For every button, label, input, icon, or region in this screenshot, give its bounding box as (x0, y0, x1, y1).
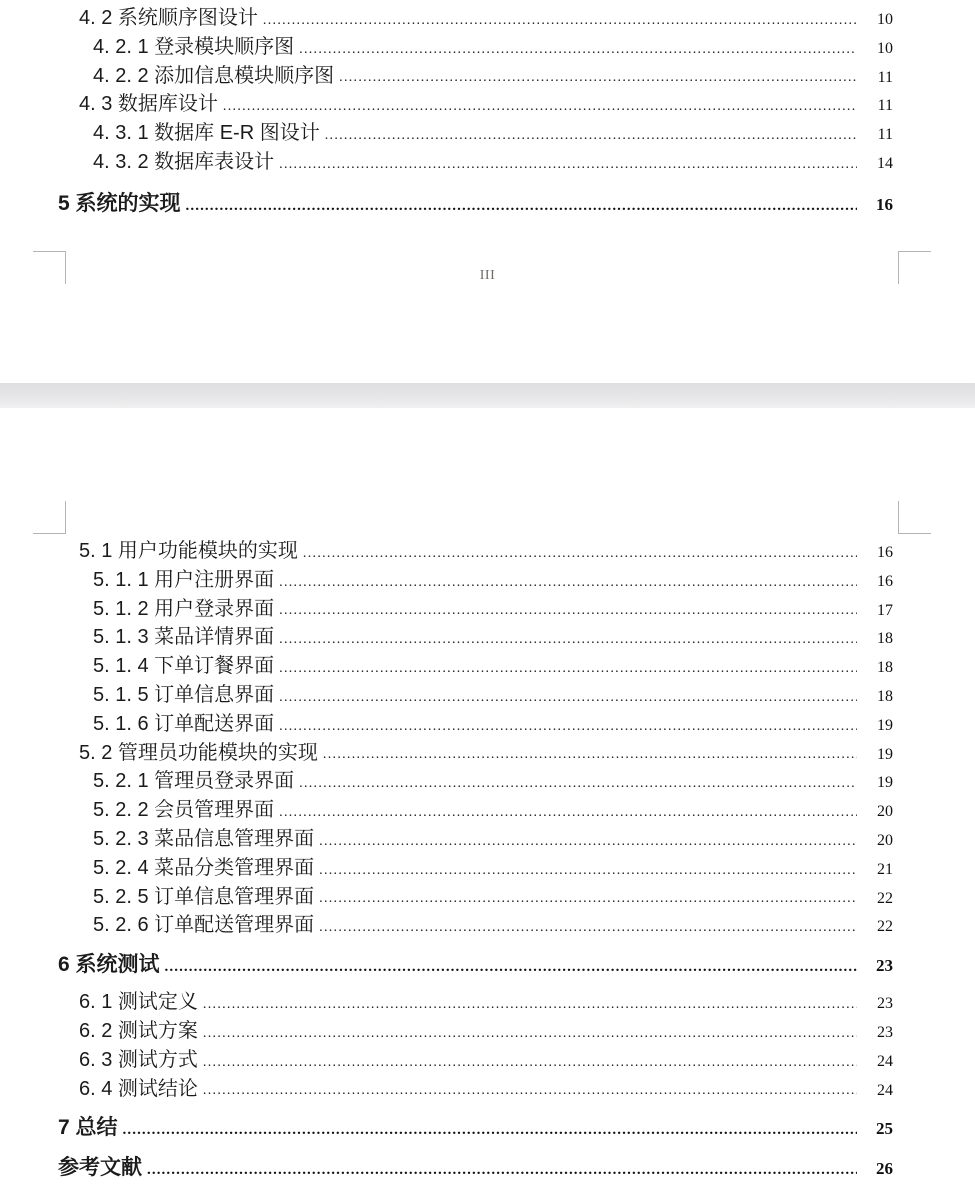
toc-entry-page: 11 (877, 68, 893, 86)
toc-entry-label: 4. 3. 2 数据库表设计 (93, 150, 275, 173)
toc-entry[interactable] (0, 681, 975, 710)
dot-leader (279, 710, 857, 739)
dot-leader (223, 90, 857, 119)
toc-entry-label: 6. 1 测试定义 (79, 991, 198, 1014)
dot-leader (325, 119, 857, 148)
toc-entry[interactable] (0, 1075, 975, 1104)
toc-entry-label: 4. 3. 1 数据库 E-R 图设计 (93, 122, 320, 145)
dot-leader (279, 566, 857, 595)
toc-entry[interactable] (0, 1017, 975, 1046)
toc-entry[interactable] (0, 4, 975, 33)
dot-leader (203, 1017, 857, 1046)
toc-entry-label: 6. 3 测试方式 (79, 1048, 198, 1071)
toc-entry-label: 7 总结 (58, 1116, 118, 1140)
toc-entry-page: 24 (877, 1081, 893, 1099)
toc-entry-label: 5. 1. 6 订单配送界面 (93, 712, 275, 735)
dot-leader (319, 883, 857, 912)
toc-entry-page: 18 (877, 687, 893, 705)
toc-entry-page: 18 (877, 659, 893, 677)
toc-entry-page: 16 (877, 544, 893, 561)
toc-entry[interactable] (0, 883, 975, 912)
toc-entry-page: 19 (877, 774, 893, 792)
toc-entry[interactable] (0, 1153, 975, 1183)
dot-leader (279, 623, 857, 652)
toc-entry[interactable] (0, 710, 975, 739)
toc-entry-label: 4. 2 系统顺序图设计 (79, 7, 258, 29)
toc-entry-page: 19 (877, 716, 893, 734)
toc-entry-page: 16 (876, 194, 893, 214)
toc-entry-page: 22 (877, 918, 893, 936)
toc-entry[interactable] (0, 950, 975, 980)
toc-entry-page: 20 (877, 803, 893, 821)
page-footer-roman-numeral: III (479, 268, 496, 283)
dot-leader (279, 652, 857, 681)
dot-leader (263, 4, 857, 33)
toc-entry-page: 23 (877, 1023, 893, 1041)
toc-entry-page: 23 (877, 995, 893, 1013)
dot-leader (147, 1153, 857, 1183)
toc-entry[interactable] (0, 911, 975, 940)
toc-entry-label: 6 系统测试 (58, 953, 160, 977)
toc-entry[interactable] (0, 566, 975, 595)
toc-entry[interactable] (0, 595, 975, 624)
dot-leader (323, 739, 857, 768)
toc-entry-label: 5. 2. 5 订单信息管理界面 (93, 885, 315, 908)
toc-entry-label: 6. 4 测试结论 (79, 1077, 198, 1100)
dot-leader (203, 1075, 857, 1104)
text-boundary-mark-bottom-right (898, 251, 931, 284)
dot-leader (203, 1046, 857, 1075)
dot-leader (123, 1113, 857, 1143)
toc-entry[interactable] (0, 652, 975, 681)
toc-entry-page: 20 (877, 831, 893, 849)
toc-entry[interactable] (0, 189, 975, 219)
toc-entry-page: 23 (876, 956, 893, 976)
toc-entry-label: 5. 1. 4 下单订餐界面 (93, 655, 275, 678)
toc-entry-page: 16 (877, 572, 893, 590)
dot-leader (299, 767, 857, 796)
dot-leader (303, 537, 857, 566)
toc-entry-page: 21 (877, 860, 893, 878)
toc-entry-label: 5. 2 管理员功能模块的实现 (79, 741, 318, 764)
toc-entry-label: 5. 2. 2 会员管理界面 (93, 799, 275, 822)
dot-leader (339, 62, 857, 91)
dot-leader (279, 796, 857, 825)
toc-entry[interactable] (0, 90, 975, 119)
toc-entry-page: 10 (877, 39, 893, 57)
text-boundary-mark-top-right (898, 501, 931, 534)
page1-toc (0, 4, 975, 219)
dot-leader (165, 950, 857, 980)
toc-entry[interactable] (0, 825, 975, 854)
toc-entry[interactable] (0, 623, 975, 652)
toc-entry-label: 5. 1. 1 用户注册界面 (93, 568, 275, 591)
toc-entry-page: 18 (877, 630, 893, 648)
toc-entry-label: 5. 2. 3 菜品信息管理界面 (93, 827, 315, 850)
toc-entry-label: 5. 1. 2 用户登录界面 (93, 597, 275, 620)
toc-entry-label: 5 系统的实现 (58, 191, 181, 215)
toc-entry[interactable] (0, 739, 975, 768)
toc-entry-page: 22 (877, 889, 893, 907)
toc-entry-page: 26 (876, 1159, 893, 1179)
toc-entry-page: 17 (877, 601, 893, 619)
document-page-2 (0, 408, 975, 1192)
toc-entry-label: 5. 2. 6 订单配送管理界面 (93, 914, 315, 937)
dot-leader (279, 681, 857, 710)
toc-entry[interactable] (0, 148, 975, 177)
dot-leader (203, 988, 857, 1017)
page-break-gap (0, 383, 975, 408)
toc-entry-label: 4. 3 数据库设计 (79, 93, 218, 116)
toc-entry[interactable] (0, 988, 975, 1017)
dot-leader (186, 189, 857, 219)
text-boundary-mark-bottom-left (33, 251, 66, 284)
toc-entry[interactable] (0, 537, 975, 566)
toc-entry[interactable] (0, 62, 975, 91)
toc-entry[interactable] (0, 854, 975, 883)
toc-entry[interactable] (0, 33, 975, 62)
dot-leader (279, 595, 857, 624)
page2-toc (0, 537, 975, 1191)
document-page-1 (0, 0, 975, 383)
toc-entry-page: 14 (877, 154, 893, 172)
dot-leader (299, 33, 857, 62)
toc-entry-label: 5. 2. 4 菜品分类管理界面 (93, 856, 315, 879)
text-boundary-mark-top-left (33, 501, 66, 534)
toc-entry[interactable] (0, 1113, 975, 1143)
toc-entry-page: 10 (877, 11, 893, 28)
dot-leader (319, 825, 857, 854)
toc-entry[interactable] (0, 767, 975, 796)
toc-entry-page: 24 (877, 1052, 893, 1070)
toc-entry-label: 6. 2 测试方案 (79, 1019, 198, 1042)
toc-entry-page: 11 (877, 97, 893, 115)
toc-entry-page: 25 (876, 1119, 893, 1139)
toc-entry[interactable] (0, 796, 975, 825)
toc-entry-label: 5. 2. 1 管理员登录界面 (93, 770, 295, 793)
toc-entry-label: 4. 2. 2 添加信息模块顺序图 (93, 64, 335, 87)
toc-entry[interactable] (0, 1046, 975, 1075)
toc-entry-label: 5. 1 用户功能模块的实现 (79, 540, 298, 562)
dot-leader (319, 911, 857, 940)
dot-leader (319, 854, 857, 883)
dot-leader (279, 148, 857, 177)
toc-entry-page: 19 (877, 745, 893, 763)
toc-entry-page: 11 (877, 126, 893, 144)
toc-entry-label: 4. 2. 1 登录模块顺序图 (93, 35, 295, 58)
toc-entry-label: 5. 1. 5 订单信息界面 (93, 683, 275, 706)
toc-entry[interactable] (0, 119, 975, 148)
toc-entry-label: 5. 1. 3 菜品详情界面 (93, 626, 275, 649)
toc-entry-label: 参考文献 (58, 1156, 142, 1180)
